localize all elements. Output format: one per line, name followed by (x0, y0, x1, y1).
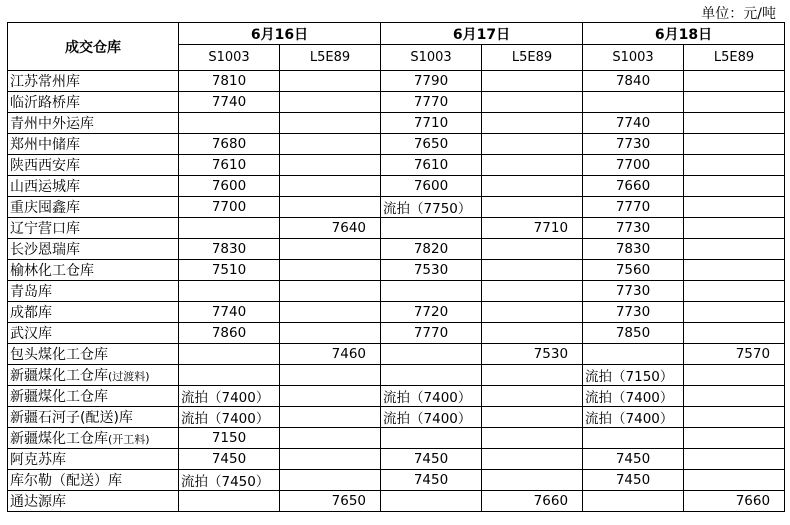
price-cell (381, 365, 482, 386)
price-cell (179, 113, 280, 134)
price-cell: 7530 (381, 260, 482, 281)
price-cell (482, 92, 583, 113)
price-cell (280, 260, 381, 281)
price-cell (583, 428, 684, 449)
table-row (8, 218, 785, 239)
price-cell (179, 218, 280, 239)
price-cell (684, 428, 785, 449)
price-cell (280, 449, 381, 470)
price-cell (482, 449, 583, 470)
price-cell: 7700 (179, 197, 280, 218)
price-cell: 7840 (583, 71, 684, 92)
warehouse-name-cell (8, 386, 179, 407)
price-cell: 流拍（7400） (583, 386, 684, 407)
warehouse-name-cell (8, 71, 179, 92)
warehouse-name-suffix: (开工料) (108, 433, 150, 446)
warehouse-name-cell (8, 134, 179, 155)
table-row (8, 470, 785, 491)
price-cell (280, 134, 381, 155)
product-code-header: L5E89 (280, 45, 381, 71)
warehouse-name: 陕西西安库 (10, 158, 80, 174)
warehouse-name: 成都库 (10, 305, 52, 321)
price-cell (381, 491, 482, 512)
price-cell: 7740 (179, 92, 280, 113)
price-cell: 流拍（7400） (179, 407, 280, 428)
price-cell: 7820 (381, 239, 482, 260)
price-cell (280, 470, 381, 491)
price-cell: 流拍（7400） (381, 386, 482, 407)
price-cell: 7150 (179, 428, 280, 449)
warehouse-name-cell (8, 113, 179, 134)
table-body (8, 71, 785, 512)
price-cell: 7680 (179, 134, 280, 155)
warehouse-name-cell (8, 260, 179, 281)
auction-price-table (7, 22, 785, 512)
price-cell (179, 281, 280, 302)
price-cell: 7450 (381, 449, 482, 470)
product-code-header: L5E89 (684, 45, 785, 71)
price-cell: 7730 (583, 281, 684, 302)
price-cell (684, 365, 785, 386)
warehouse-name-cell (8, 239, 179, 260)
price-cell (179, 344, 280, 365)
warehouse-name-cell (8, 155, 179, 176)
warehouse-name: 郑州中储库 (10, 137, 80, 153)
warehouse-name-suffix: (过渡料) (108, 370, 150, 383)
price-cell: 7810 (179, 71, 280, 92)
price-cell: 7740 (179, 302, 280, 323)
price-cell: 7830 (583, 239, 684, 260)
price-cell: 7770 (583, 197, 684, 218)
price-cell: 7570 (684, 344, 785, 365)
warehouse-name-cell (8, 428, 179, 449)
price-cell (482, 239, 583, 260)
price-cell (179, 491, 280, 512)
price-cell (482, 365, 583, 386)
price-cell (583, 92, 684, 113)
price-cell (482, 176, 583, 197)
warehouse-name: 青岛库 (10, 284, 52, 300)
price-cell (280, 113, 381, 134)
price-cell (684, 302, 785, 323)
table-row (8, 71, 785, 92)
table-row (8, 365, 785, 386)
date-header: 6月17日 (381, 23, 583, 45)
price-cell: 7660 (684, 491, 785, 512)
price-cell (684, 197, 785, 218)
price-cell (280, 386, 381, 407)
warehouse-name-cell (8, 302, 179, 323)
table-row (8, 113, 785, 134)
price-cell (381, 344, 482, 365)
warehouse-name: 通达源库 (10, 494, 66, 510)
price-cell: 流拍（7150） (583, 365, 684, 386)
table-row (8, 260, 785, 281)
warehouse-name-cell (8, 323, 179, 344)
price-cell: 7600 (381, 176, 482, 197)
price-cell (280, 365, 381, 386)
table-row (8, 302, 785, 323)
price-cell: 7700 (583, 155, 684, 176)
price-cell (280, 302, 381, 323)
price-cell (684, 92, 785, 113)
price-cell (280, 407, 381, 428)
price-cell: 流拍（7400） (583, 407, 684, 428)
price-cell: 流拍（7400） (179, 386, 280, 407)
warehouse-name-cell (8, 176, 179, 197)
table-row (8, 134, 785, 155)
price-cell (179, 365, 280, 386)
price-cell: 7730 (583, 302, 684, 323)
price-cell: 流拍（7750） (381, 197, 482, 218)
header-row-dates (8, 23, 785, 45)
price-cell (482, 407, 583, 428)
price-cell: 7710 (482, 218, 583, 239)
price-cell (684, 155, 785, 176)
price-cell (280, 71, 381, 92)
price-cell (381, 218, 482, 239)
price-cell: 7450 (381, 470, 482, 491)
table-row (8, 155, 785, 176)
price-cell: 7770 (381, 92, 482, 113)
table-row (8, 239, 785, 260)
price-cell (280, 176, 381, 197)
price-cell (482, 470, 583, 491)
warehouse-name-cell (8, 281, 179, 302)
price-cell (381, 281, 482, 302)
price-cell (381, 428, 482, 449)
warehouse-name: 新疆煤化工仓库 (10, 368, 108, 384)
price-cell: 7600 (179, 176, 280, 197)
warehouse-name: 重庆囤鑫库 (10, 200, 80, 216)
product-code-header: S1003 (381, 45, 482, 71)
price-cell: 7770 (381, 323, 482, 344)
price-cell (684, 260, 785, 281)
warehouse-name-cell (8, 491, 179, 512)
warehouse-name: 新疆煤化工仓库 (10, 431, 108, 447)
warehouse-name: 长沙恩瑞库 (10, 242, 80, 258)
unit-label: 单位：元/吨 (701, 6, 776, 22)
price-cell: 7660 (583, 176, 684, 197)
price-cell: 7510 (179, 260, 280, 281)
warehouse-name: 山西运城库 (10, 179, 80, 195)
product-code-header: S1003 (583, 45, 684, 71)
price-cell (482, 113, 583, 134)
price-cell (482, 281, 583, 302)
price-cell (482, 323, 583, 344)
product-code-header: S1003 (179, 45, 280, 71)
product-code-header: L5E89 (482, 45, 583, 71)
price-cell: 7720 (381, 302, 482, 323)
price-cell (482, 155, 583, 176)
table-row (8, 344, 785, 365)
warehouse-name: 临沂路桥库 (10, 95, 80, 111)
warehouse-name: 新疆煤化工仓库 (10, 389, 108, 405)
price-cell: 7660 (482, 491, 583, 512)
warehouse-name-cell (8, 344, 179, 365)
date-header: 6月16日 (179, 23, 381, 45)
table-row (8, 323, 785, 344)
price-cell: 7640 (280, 218, 381, 239)
warehouse-name-cell (8, 365, 179, 386)
price-cell: 7850 (583, 323, 684, 344)
price-cell: 7530 (482, 344, 583, 365)
price-cell (482, 197, 583, 218)
price-cell (684, 71, 785, 92)
price-cell: 7610 (179, 155, 280, 176)
table-row (8, 407, 785, 428)
price-cell (684, 470, 785, 491)
table-row (8, 449, 785, 470)
warehouse-name: 榆林化工仓库 (10, 263, 94, 279)
price-cell: 7650 (280, 491, 381, 512)
warehouse-name: 武汉库 (10, 326, 52, 342)
price-cell (482, 302, 583, 323)
warehouse-name: 江苏常州库 (10, 74, 80, 90)
price-cell: 流拍（7450） (179, 470, 280, 491)
price-cell (280, 323, 381, 344)
price-cell (684, 281, 785, 302)
warehouse-name: 新疆石河子(配送)库 (10, 410, 133, 426)
price-cell (280, 239, 381, 260)
price-cell: 7710 (381, 113, 482, 134)
price-cell: 7860 (179, 323, 280, 344)
price-cell: 7460 (280, 344, 381, 365)
price-cell: 7450 (179, 449, 280, 470)
table-row (8, 281, 785, 302)
warehouse-name-cell (8, 92, 179, 113)
price-cell (482, 71, 583, 92)
price-cell: 流拍（7400） (381, 407, 482, 428)
price-cell: 7730 (583, 134, 684, 155)
warehouse-name: 青州中外运库 (10, 116, 94, 132)
price-cell (684, 134, 785, 155)
price-cell (684, 113, 785, 134)
price-cell (280, 281, 381, 302)
table-row (8, 386, 785, 407)
price-cell (280, 197, 381, 218)
price-cell (482, 260, 583, 281)
table-row (8, 428, 785, 449)
price-cell (280, 155, 381, 176)
price-cell: 7650 (381, 134, 482, 155)
price-cell (583, 491, 684, 512)
warehouse-name: 库尔勒（配送）库 (10, 473, 122, 489)
warehouse-name: 辽宁营口库 (10, 221, 80, 237)
table-row (8, 197, 785, 218)
price-cell: 7610 (381, 155, 482, 176)
date-header: 6月18日 (583, 23, 785, 45)
price-cell (280, 92, 381, 113)
warehouse-name-cell (8, 218, 179, 239)
price-cell: 7830 (179, 239, 280, 260)
price-cell (684, 386, 785, 407)
price-cell: 7740 (583, 113, 684, 134)
price-cell (684, 218, 785, 239)
warehouse-name-cell (8, 197, 179, 218)
price-cell (280, 428, 381, 449)
price-cell (684, 239, 785, 260)
warehouse-name: 阿克苏库 (10, 452, 66, 468)
warehouse-name-cell (8, 470, 179, 491)
warehouse-name-cell (8, 449, 179, 470)
price-cell (684, 176, 785, 197)
price-cell (583, 344, 684, 365)
warehouse-column-header: 成交仓库 (8, 23, 179, 71)
warehouse-name: 包头煤化工仓库 (10, 347, 108, 363)
price-cell (684, 449, 785, 470)
price-cell: 7730 (583, 218, 684, 239)
price-cell (482, 134, 583, 155)
price-cell (482, 428, 583, 449)
price-cell: 7450 (583, 470, 684, 491)
price-cell: 7560 (583, 260, 684, 281)
price-cell: 7450 (583, 449, 684, 470)
warehouse-name-cell (8, 407, 179, 428)
price-cell (482, 386, 583, 407)
price-cell (684, 323, 785, 344)
price-cell (684, 407, 785, 428)
table-row (8, 491, 785, 512)
price-cell: 7790 (381, 71, 482, 92)
table-row (8, 92, 785, 113)
table-row (8, 176, 785, 197)
